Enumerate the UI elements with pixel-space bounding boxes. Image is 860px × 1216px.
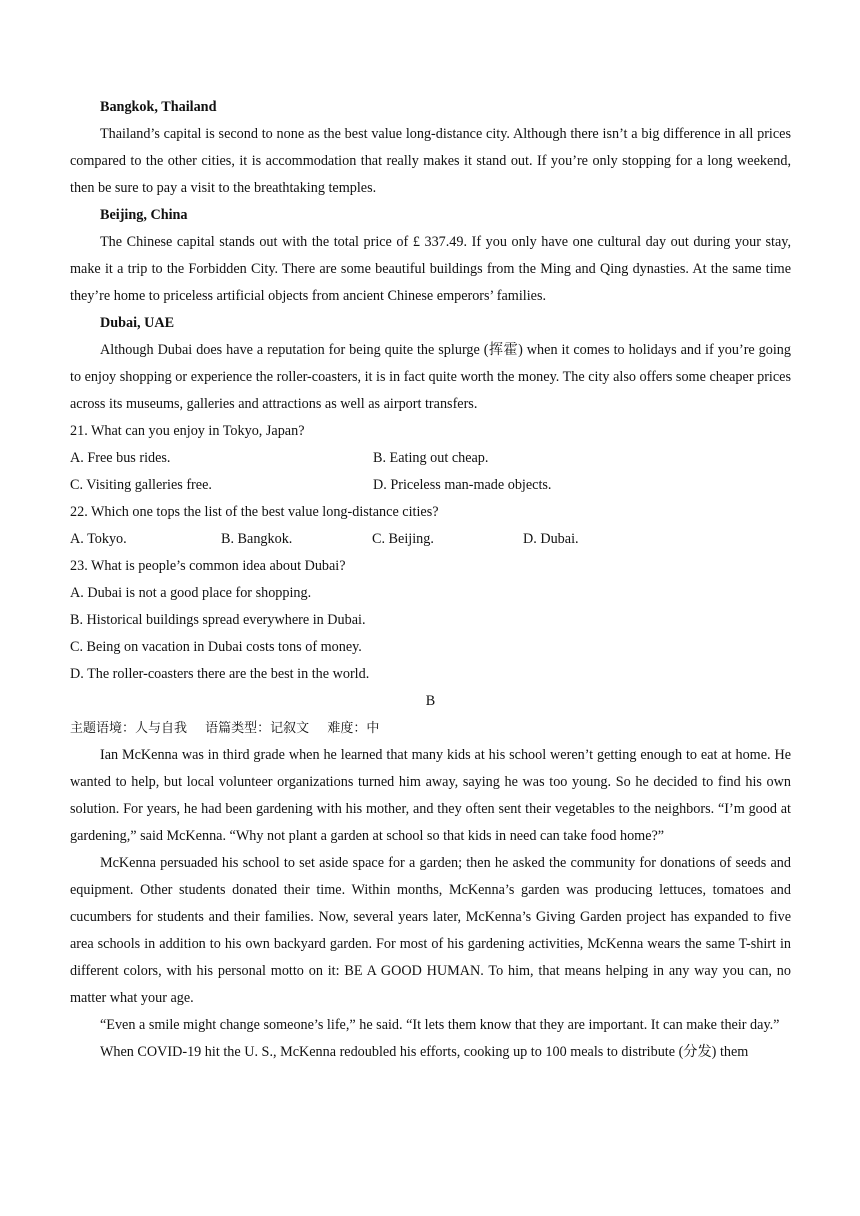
meta-theme: 主题语境：人与自我: [70, 721, 188, 736]
question-21-stem: 21. What can you enjoy in Tokyo, Japan?: [70, 423, 305, 439]
paragraph-dubai: Although Dubai does have a reputation for being quite the splurge (挥霍) when it comes to holidays and if you’re going to enjoy shopping or experience the roller-coasters, it is in fact quite worth the money. The city also offers some cheaper prices across its museums, galleries and attractions as well as airport transfers.: [70, 342, 791, 412]
passage-b-meta: [70, 715, 791, 742]
heading-beijing: Beijing, China: [100, 207, 188, 223]
question-23-option-c: C. Being on vacation in Dubai costs tons of money.: [70, 639, 362, 655]
question-21-option-b: B. Eating out cheap.: [373, 450, 489, 466]
paragraph-bangkok: Thailand’s capital is second to none as the best value long-distance city. Although there isn’t a big difference in all prices compared to the other cities, it is accommodation that really makes it stand out. If you’re only stopping for a long weekend, then be sure to pay a visit to the breathtaking temples.: [70, 126, 791, 196]
question-23-option-b: B. Historical buildings spread everywhere in Dubai.: [70, 612, 366, 628]
meta-type: 语篇类型：记叙文: [205, 721, 310, 736]
paragraph-b-4: When COVID-19 hit the U. S., McKenna redoubled his efforts, cooking up to 100 meals to distribute (分发) them: [100, 1044, 749, 1060]
meta-difficulty: 难度：中: [327, 721, 380, 736]
paragraph-beijing: The Chinese capital stands out with the total price of £ 337.49. If you only have one cultural day out during your stay, make it a trip to the Forbidden City. There are some beautiful buildings from the Ming and Qing dynasties. At the same time they’re home to priceless artificial objects from ancient Chinese emperors’ families.: [70, 234, 791, 304]
question-21-options-row2: [70, 472, 791, 499]
heading-dubai: Dubai, UAE: [100, 315, 175, 331]
document-page: [70, 94, 791, 1066]
question-22-options: [70, 526, 791, 553]
paragraph-b-1: Ian McKenna was in third grade when he learned that many kids at his school weren’t getting enough to eat at home. He wanted to help, but local volunteer organizations turned him away, saying he was too young. So he decided to find his own solution. For years, he had been gardening with his mother, and they often sent their vegetables to the neighbors. “I’m good at gardening,” said McKenna. “Why not plant a garden at school so that kids in need can take food home?”: [70, 747, 791, 844]
question-21-options-row1: [70, 445, 791, 472]
question-21-option-a: A. Free bus rides.: [70, 450, 171, 466]
question-22-option-c: C. Beijing.: [372, 531, 434, 547]
paragraph-b-2: McKenna persuaded his school to set aside space for a garden; then he asked the community for donations of seeds and equipment. Other students donated their time. Within months, McKenna’s garden was producing lettuces, tomatoes and cucumbers for students and their families. Now, several years later, McKenna’s Giving Garden project has expanded to five area schools in addition to his own backyard garden. For most of his gardening activities, McKenna wears the same T-shirt in different colors, with his personal motto on it: BE A GOOD HUMAN. To him, that means helping in any way you can, no matter what your age.: [70, 855, 791, 1006]
question-22-option-d: D. Dubai.: [523, 531, 579, 547]
paragraph-b-3: “Even a smile might change someone’s life,” he said. “It lets them know that they are important. It can make their day.”: [100, 1017, 780, 1033]
question-23-option-d: D. The roller-coasters there are the best in the world.: [70, 666, 370, 682]
question-22-stem: 22. Which one tops the list of the best value long-distance cities?: [70, 504, 439, 520]
question-23-option-a: A. Dubai is not a good place for shopping.: [70, 585, 312, 601]
question-22-option-b: B. Bangkok.: [221, 531, 293, 547]
question-22-option-a: A. Tokyo.: [70, 531, 127, 547]
question-21-option-c: C. Visiting galleries free.: [70, 477, 212, 493]
heading-bangkok: Bangkok, Thailand: [100, 99, 217, 115]
question-23-stem: 23. What is people’s common idea about Dubai?: [70, 558, 346, 574]
section-label-b: B: [425, 693, 436, 709]
question-21-option-d: D. Priceless man-made objects.: [373, 477, 552, 493]
